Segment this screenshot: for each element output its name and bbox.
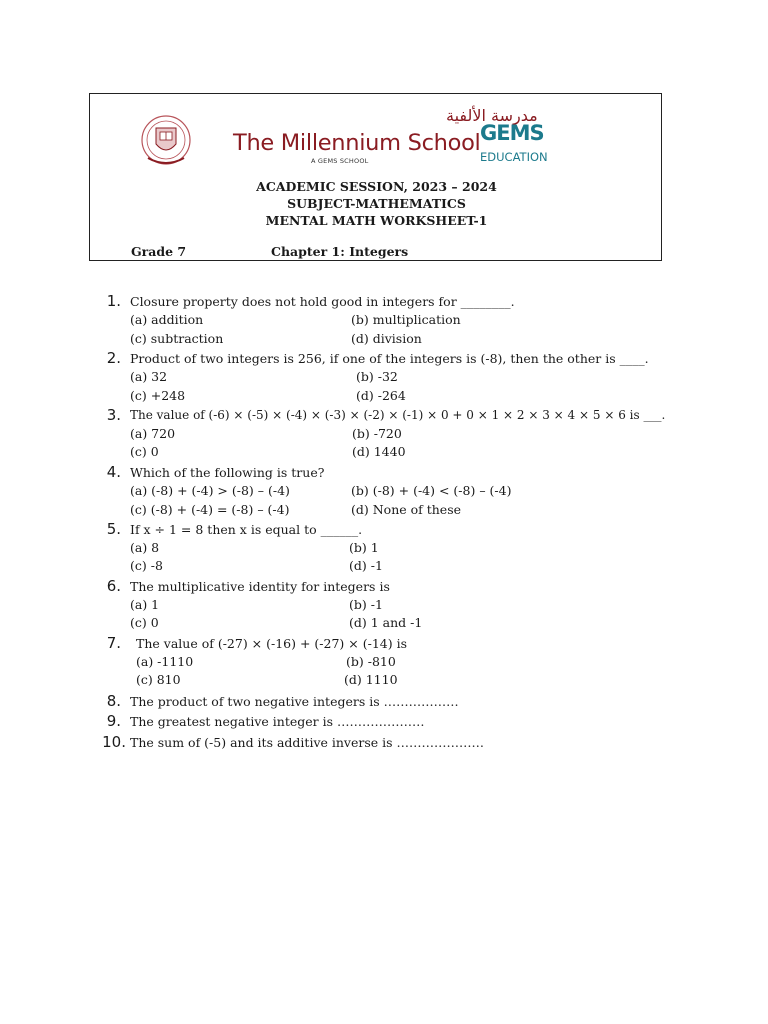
question-number: 4. (106, 463, 121, 481)
option-d: (d) 1 and -1 (349, 615, 423, 630)
option-a: (a) 8 (130, 540, 160, 555)
option-a: (a) 1 (130, 597, 160, 612)
worksheet-header (89, 93, 662, 261)
option-a: (a) (-8) + (-4) > (-8) – (-4) (130, 483, 290, 498)
option-b: (b) -1 (349, 597, 383, 612)
academic-session: ACADEMIC SESSION, 2023 – 2024 (256, 179, 497, 194)
option-d: (d) -264 (356, 388, 406, 403)
question-text: The product of two negative integers is ……………… (130, 694, 459, 709)
question-text: If x ÷ 1 = 8 then x is equal to ______. (130, 522, 363, 537)
school-arabic-name (228, 104, 538, 126)
option-c: (c) 810 (136, 672, 181, 687)
question-text: Closure property does not hold good in integers for ________. (130, 294, 515, 309)
question-number: 8. (106, 692, 121, 710)
question-number: 9. (106, 712, 121, 730)
school-name: The Millennium School (233, 130, 481, 156)
question-number: 1. (106, 292, 121, 310)
option-b: (b) (-8) + (-4) < (-8) – (-4) (351, 483, 512, 498)
option-b: (b) -720 (352, 426, 402, 441)
option-b: (b) multiplication (351, 312, 461, 327)
subject-title: SUBJECT-MATHEMATICS (287, 196, 466, 211)
school-subtitle: A GEMS SCHOOL (311, 157, 369, 165)
option-a: (a) 720 (130, 426, 176, 441)
question-text: Which of the following is true? (130, 465, 325, 480)
gems-logo (480, 121, 544, 145)
option-c: (c) (-8) + (-4) = (-8) – (-4) (130, 502, 290, 517)
question-number: 2. (106, 349, 121, 367)
question-number: 3. (106, 406, 121, 424)
option-c: (c) 0 (130, 615, 159, 630)
question-number: 6. (106, 577, 121, 595)
worksheet-title: MENTAL MATH WORKSHEET-1 (265, 213, 488, 228)
option-d: (d) None of these (351, 502, 462, 517)
question-number: 7. (106, 634, 121, 652)
svg-text:مدرسة الألفية: مدرسة الألفية (446, 106, 538, 125)
option-d: (d) 1110 (344, 672, 398, 687)
option-b: (b) -810 (346, 654, 396, 669)
question-number: 10. (102, 733, 126, 751)
option-b: (b) 1 (349, 540, 379, 555)
option-d: (d) division (351, 331, 422, 346)
option-a: (a) addition (130, 312, 204, 327)
svg-text:GEMS: GEMS (480, 121, 544, 145)
gems-education-label: EDUCATION (480, 150, 548, 164)
question-text: The value of (-6) × (-5) × (-4) × (-3) × (-2) × (-1) × 0 + 0 × 1 × 2 × 3 × 4 × 5 × 6 is ___. (130, 408, 666, 422)
option-b: (b) -32 (356, 369, 398, 384)
option-c: (c) -8 (130, 558, 163, 573)
question-number: 5. (106, 520, 121, 538)
option-c: (c) 0 (130, 444, 159, 459)
question-text: The sum of (-5) and its additive inverse is ………………… (130, 735, 485, 750)
question-text: The multiplicative identity for integers is (130, 579, 390, 594)
option-a: (a) 32 (130, 369, 168, 384)
grade-label: Grade 7 (131, 244, 187, 259)
school-crest-logo (140, 112, 192, 170)
option-c: (c) +248 (130, 388, 186, 403)
option-a: (a) -1110 (136, 654, 194, 669)
question-text: The value of (-27) × (-16) + (-27) × (-14) is (136, 636, 407, 651)
option-c: (c) subtraction (130, 331, 224, 346)
question-text: Product of two integers is 256, if one of the integers is (-8), then the other is ____. (130, 351, 649, 366)
chapter-label: Chapter 1: Integers (271, 244, 409, 259)
option-d: (d) -1 (349, 558, 383, 573)
option-d: (d) 1440 (352, 444, 406, 459)
question-text: The greatest negative integer is ………………… (130, 714, 425, 729)
